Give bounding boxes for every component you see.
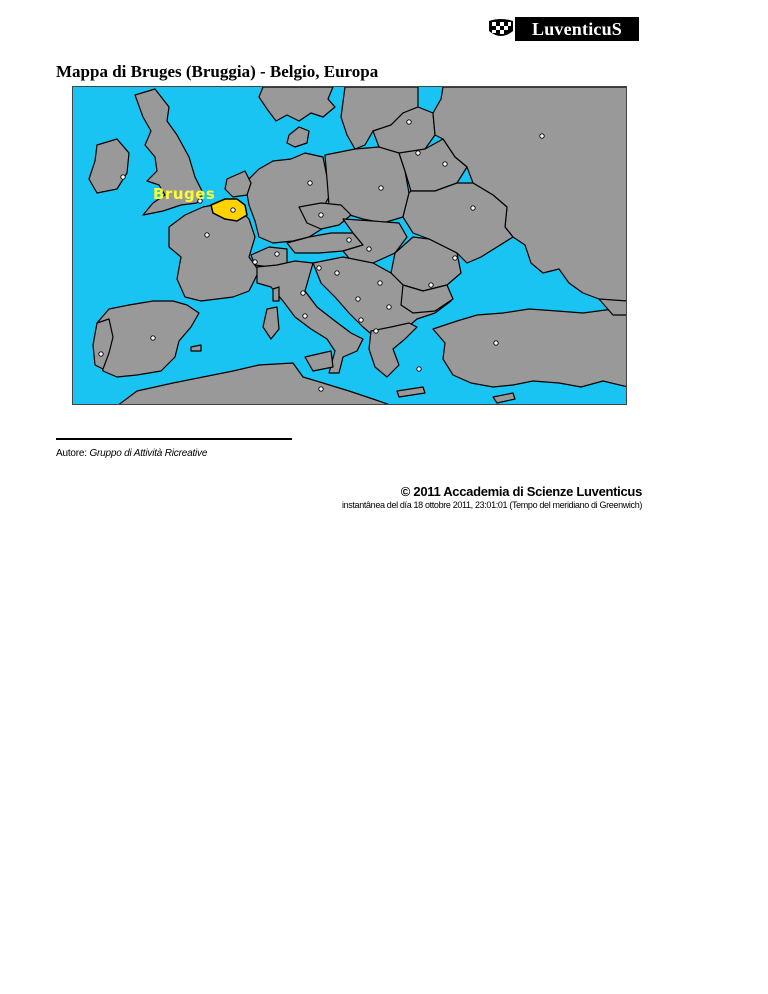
logo-text: LuventicuS: [515, 17, 639, 41]
copyright: © 2011 Accademia di Scienze Luventicus: [400, 484, 642, 499]
city-marker: [540, 134, 544, 138]
city-marker: [387, 305, 391, 309]
city-marker: [379, 186, 383, 190]
europe-map: [72, 86, 627, 405]
city-marker: [374, 329, 378, 333]
city-marker: [275, 252, 279, 256]
city-marker: [303, 314, 307, 318]
city-marker: [319, 387, 323, 391]
city-marker: [416, 151, 420, 155]
city-marker: [301, 291, 305, 295]
city-marker: [356, 297, 360, 301]
luventicus-logo: [487, 17, 639, 41]
city-marker: [453, 256, 457, 260]
city-marker: [407, 120, 411, 124]
checkered-flag-icon: [487, 17, 515, 41]
city-marker: [205, 233, 209, 237]
city-marker: [335, 271, 339, 275]
city-marker: [308, 181, 312, 185]
city-marker: [319, 213, 323, 217]
corsica: [273, 287, 279, 301]
page-title: Mappa di Bruges (Bruggia) - Belgio, Europa: [56, 62, 379, 81]
city-marker: [151, 336, 155, 340]
city-marker: [253, 260, 257, 264]
city-marker: [317, 266, 321, 270]
city-marker: [429, 283, 433, 287]
city-marker: [99, 352, 103, 356]
turkey: [433, 309, 627, 387]
france: [169, 203, 259, 301]
snapshot-timestamp: instantânea del día 18 ottobre 2011, 23:01:01 (Tempo del meridiano di Greenwich): [341, 500, 642, 510]
map-svg: [73, 87, 627, 405]
city-marker: [417, 367, 421, 371]
author-line: [56, 448, 207, 459]
city-marker: [347, 238, 351, 242]
author-name: Gruppo di Attività Ricreative: [89, 448, 208, 459]
city-marker: [494, 341, 498, 345]
city-marker: [121, 175, 125, 179]
bruges-label: Bruges: [153, 185, 216, 203]
city-marker: [471, 206, 475, 210]
city-marker: [359, 318, 363, 322]
city-marker: [231, 208, 235, 212]
footer-rule: [56, 438, 292, 440]
city-marker: [378, 281, 382, 285]
author-label: Autore:: [56, 448, 87, 459]
city-marker: [443, 162, 447, 166]
city-marker: [367, 247, 371, 251]
